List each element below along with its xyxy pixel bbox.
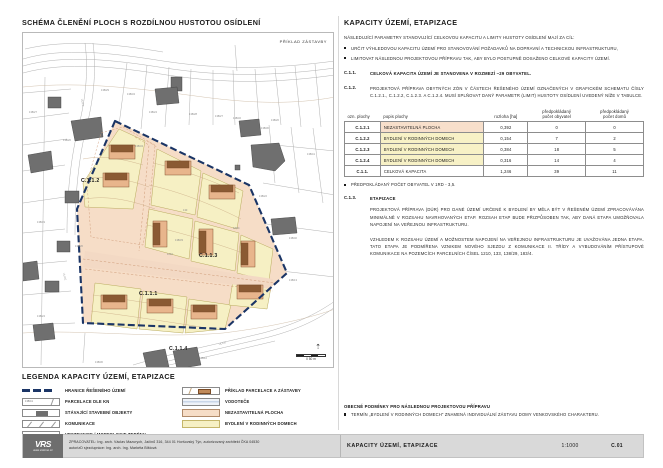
cell-description: BYDLENÍ V RODINNÝCH DOMECH	[380, 133, 484, 144]
legend-item-label: HRANICE ŘEŠENÉHO ÚZEMÍ	[65, 388, 126, 393]
bullet-square-icon	[344, 412, 351, 417]
footer-sheet-info	[341, 435, 643, 457]
svg-text:138/34: 138/34	[127, 93, 135, 96]
svg-text:138/19: 138/19	[37, 221, 45, 224]
studio-logo[interactable]	[23, 434, 63, 458]
credit-line-2: autorizD sjezdupráce: Ing. arch. Ing. Markéta Blštová	[69, 446, 157, 450]
map-graphics	[23, 33, 334, 368]
map-scalebar	[296, 354, 326, 361]
cell-houses: 11	[586, 166, 644, 177]
cell-area: 1,246	[484, 166, 528, 177]
svg-text:ULICE: ULICE	[80, 98, 85, 107]
credit-line-1: ZPRACOVATEL: Ing. arch. Václav Mazurych, Jačínů 316, 344 01 Horšovský Týn, autorizovaný architekt ČKA 04530	[69, 440, 260, 445]
parcel-lines-swatch: 138/41	[22, 398, 60, 406]
svg-text:138/34: 138/34	[135, 145, 143, 148]
cell-inhabitants: 18	[528, 144, 586, 155]
legend-column-right	[182, 385, 332, 440]
capacity-table	[344, 107, 644, 178]
site-plan-map[interactable]	[22, 32, 334, 368]
left-panel-title: SCHÉMA ČLENĚNÍ PLOCH S ROZDÍLNOU HUSTOTOU OSÍDLENÍ	[22, 18, 261, 27]
clause-c11	[344, 70, 644, 77]
cell-area: 0,392	[484, 122, 528, 133]
bullet-square-icon	[344, 182, 351, 187]
map-zone-label-c1113: C.1.1.3	[199, 253, 218, 259]
intro-paragraph: NÁSLEDUJÍCÍ PARAMETRY STANOVUJÍCÍ CELKOVOU KAPACITU A LIMITY HUSTOTY OSÍDLENÍ MAJÍ ZA CÍL:	[344, 35, 575, 40]
svg-text:138/41: 138/41	[307, 153, 315, 156]
legend-item-example-parcelation	[182, 385, 332, 396]
cell-description: NEZASTAVITELNÁ PLOCHA	[380, 122, 484, 133]
footer-sheet-code: C.01	[611, 443, 623, 449]
etapizace-paragraph-2: VZHLEDEM K ROZSAHU ÚZEMÍ A MOŽNOSTEM NAPOJENÍ NA VEŘEJNOU INFRASTRUKTURU JE UVAŽOVÁNA JEDNA ETAPA. TATO ETAPA JE PODMÍŘENA VZNIKEM NOVÉHO SJEZDU Z KOMUNIKACE II. TŘÍDY A VYBUDOVÁNÍM PŘÍSTUPOVÉ KOMUNIKACE NA POZEMCÍCH PARCELNÍCH ČÍSEL 1210, 133, 138/29, 183/4.	[370, 237, 644, 257]
map-example-label: PŘÍKLAD ZÁSTAVBY	[279, 39, 327, 44]
th-expected-inhabitants: předpokládaný počet obyvatel	[542, 108, 572, 120]
cell-inhabitants: 14	[528, 155, 586, 166]
sheet-footer	[22, 434, 644, 458]
clause-c12	[344, 85, 644, 99]
logo-url: www.vrsbrno.cz	[33, 449, 53, 453]
svg-text:138/30: 138/30	[261, 127, 269, 130]
table-header-row	[345, 107, 644, 122]
cell-code: C.1.2.3	[345, 144, 381, 155]
legend-item-label: BYDLENÍ V RODINNÝCH DOMECH	[225, 421, 297, 426]
north-arrow-icon: ⇡	[315, 344, 321, 351]
svg-text:183/4: 183/4	[233, 227, 240, 230]
clause-number: C.1.2.	[344, 85, 357, 91]
scalebar-label: 0 50 m	[306, 357, 316, 361]
legend-item-label: PŘÍKLAD PARCELACE A ZÁSTAVBY	[225, 388, 301, 393]
clause-heading: CELKOVÁ KAPACITA ÚZEMÍ JE STANOVENA V ROZMEZÍ ~29 OBYVATEL.	[370, 71, 532, 77]
cell-description: BYDLENÍ V RODINNÝCH DOMECH	[380, 155, 484, 166]
example-parcelation-swatch	[182, 387, 220, 395]
legend-item-roads	[22, 418, 172, 429]
legend-item-watercourse	[182, 396, 332, 407]
cell-code: C.1.2.4	[345, 155, 381, 166]
svg-text:138/27: 138/27	[215, 115, 223, 118]
cell-area: 0,316	[484, 155, 528, 166]
legend-title: LEGENDA KAPACITY ÚZEMÍ, ETAPIZACE	[22, 372, 176, 381]
cell-inhabitants: 7	[528, 133, 586, 144]
legend-item-non-buildable	[182, 407, 332, 418]
legend-item-label: KOMUNIKACE	[65, 421, 96, 426]
intro-bullet-list	[344, 45, 644, 62]
right-panel	[344, 18, 644, 258]
map-zone-label-c1112: C.1.1.2	[81, 178, 100, 184]
th-area-code: ozn. plochy	[347, 114, 370, 120]
svg-text:138/13: 138/13	[289, 279, 297, 282]
footer-sheet-title: KAPACITY ÚZEMÍ, ETAPIZACE	[347, 443, 438, 449]
cell-description: CELKOVÁ KAPACITA	[380, 166, 484, 177]
logo-text: VRS	[35, 438, 51, 449]
legend-item-parcelation	[22, 396, 172, 407]
footer-author-block	[23, 435, 341, 457]
cell-houses: 5	[586, 144, 644, 155]
bullet-square-icon	[344, 55, 351, 62]
general-conditions-block	[344, 404, 644, 417]
cell-description: BYDLENÍ V RODINNÝCH DOMECH	[380, 144, 484, 155]
th-area-description: popis plochy	[383, 114, 408, 120]
non-buildable-area-swatch	[182, 409, 220, 417]
clause-number: C.1.3.	[344, 195, 357, 201]
table-row	[345, 133, 644, 144]
legend-item-label: PARCELACE DLE KN	[65, 399, 110, 404]
svg-text:138/12: 138/12	[199, 357, 207, 360]
legend	[22, 372, 334, 440]
legend-item-existing-buildings	[22, 407, 172, 418]
svg-text:138/27: 138/27	[29, 111, 37, 114]
legend-item-boundary	[22, 385, 172, 396]
map-zone-label-c1111: C.1.1.1	[139, 291, 158, 297]
svg-text:138/30: 138/30	[95, 361, 103, 364]
th-area-size: rozloha [ha]	[494, 114, 518, 120]
legend-item-label: VODOTEČE	[225, 399, 250, 404]
svg-text:138/40: 138/40	[289, 237, 297, 240]
general-conditions-heading: OBECNÉ PODMÍNKY PRO NÁSLEDNOU PROJEKTOVOU PŘÍPRAVU	[344, 404, 491, 409]
cell-houses: 0	[586, 122, 644, 133]
cell-code: C.1.1.	[345, 166, 381, 177]
watercourse-swatch	[182, 398, 220, 406]
svg-text:ULICE: ULICE	[62, 272, 67, 281]
clause-c13	[344, 195, 644, 202]
th-expected-houses: předpokládaný počet domů	[600, 108, 629, 120]
footer-scale: 1:1000	[561, 443, 579, 449]
legend-item-label: STÁVAJÍCÍ STAVEBNÍ OBJEKTY	[65, 410, 133, 415]
intro-bullet: LIMITOVAT NÁSLEDNOU PROJEKTOVOU PŘÍPRAVU TAK, ABY BYLO POSTUPNĚ DOSAŽENO CELKOVÉ KAPACITY ÚZEMÍ.	[344, 55, 644, 62]
bullet-square-icon	[344, 45, 351, 52]
svg-text:138/32: 138/32	[233, 117, 241, 120]
svg-text:138/20: 138/20	[75, 245, 83, 248]
table-footnote: PŘEDPOKLÁDANÝ POČET OBYVATEL V 1RD - 3,5.	[344, 182, 644, 187]
intro-bullet: URČIT VÝHLEDOVOU KAPACITU ÚZEMÍ PRO STANOVOVÁNÍ POŽADAVKŮ NA DOPRAVNÍ A TECHNICKOU INFRASTRUKTURU,	[344, 45, 644, 52]
legend-item-family-housing	[182, 418, 332, 429]
svg-text:138/29: 138/29	[101, 89, 109, 92]
right-panel-title: KAPACITY ÚZEMÍ, ETAPIZACE	[344, 18, 458, 27]
left-panel	[22, 18, 334, 430]
svg-text:138/22: 138/22	[259, 195, 267, 198]
cell-inhabitants: 39	[528, 166, 586, 177]
table-row	[345, 155, 644, 166]
svg-text:138/24: 138/24	[37, 315, 45, 318]
clause-number: C.1.1.	[344, 70, 357, 76]
etapizace-paragraph-1: PROJEKTOVÁ PŘÍPRAVA (DÚR) PRO DANÉ ÚZEMÍ URČENÉ K BYDLENÍ BY MĚLA BÝT V ŘEŠENÉM ÚZEMÍ ZPRACOVÁVÁNA MINIMÁLNĚ V ROZSAHU NAVRHOVANÝCH ETAP. ROZSAH ETAP BUDE PŘIZPŮSOBEN TAK, ABY DANÁ ETAPA UMOŽŇOVALA NAPOJENÍ NA VEŘEJNOU INFRASTRUKTURU.	[370, 207, 644, 227]
map-zone-label-c1114: C.1.1.4	[169, 346, 188, 352]
existing-building-swatch	[22, 409, 60, 417]
cell-code: C.1.2.2	[345, 133, 381, 144]
boundary-dashed-swatch	[22, 387, 60, 395]
svg-text:138/20: 138/20	[63, 139, 71, 142]
svg-text:1210: 1210	[167, 253, 173, 256]
panel-divider	[338, 16, 339, 430]
cell-inhabitants: 0	[528, 122, 586, 133]
family-housing-swatch	[182, 420, 220, 428]
cell-area: 0,154	[484, 133, 528, 144]
svg-text:138/20: 138/20	[271, 119, 279, 122]
table-row	[345, 144, 644, 155]
cell-houses: 2	[586, 133, 644, 144]
svg-text:138/24: 138/24	[149, 111, 157, 114]
legend-item-label: NEZASTAVITELNÁ PLOCHA	[225, 410, 284, 415]
svg-text:133: 133	[183, 209, 188, 212]
general-conditions-bullet: TERMÍN „BYDLENÍ V RODINNÝCH DOMECH“ ZNAMENÁ INDIVIDUÁLNÍ ZÁSTAVU DOMY VENKOVSKÉHO CHARAKTERU.	[344, 412, 644, 417]
svg-text:138/33: 138/33	[175, 239, 183, 242]
table-row	[345, 122, 644, 133]
legend-column-left	[22, 385, 172, 440]
cell-houses: 4	[586, 155, 644, 166]
cell-code: C.1.2.1	[345, 122, 381, 133]
svg-text:138/28: 138/28	[189, 113, 197, 116]
footer-credit	[63, 440, 259, 451]
road-swatch	[22, 420, 60, 428]
table-row-total	[345, 166, 644, 177]
cell-area: 0,384	[484, 144, 528, 155]
clause-heading: ETAPIZACE	[370, 196, 396, 202]
clause-text: PROJEKTOVÁ PŘÍPRAVA OBYTNÝCH ZÓN V ČÁSTECH ŘEŠENÉHO ÚZEMÍ OZNAČENÝCH V GRAFICKÉM SCHEMATU ČÍSLY C.1.2.1., C.1.2.2, C.1.2.3. A C.1.2.4. MUSÍ SPLŇOVAT DANÝ PARAMETR (LIMIT) HUSTOTY OSÍDLENÍ UVEDENÝ NÍŽE V TABULCE.	[370, 86, 644, 99]
svg-text:ULICE: ULICE	[218, 340, 227, 346]
